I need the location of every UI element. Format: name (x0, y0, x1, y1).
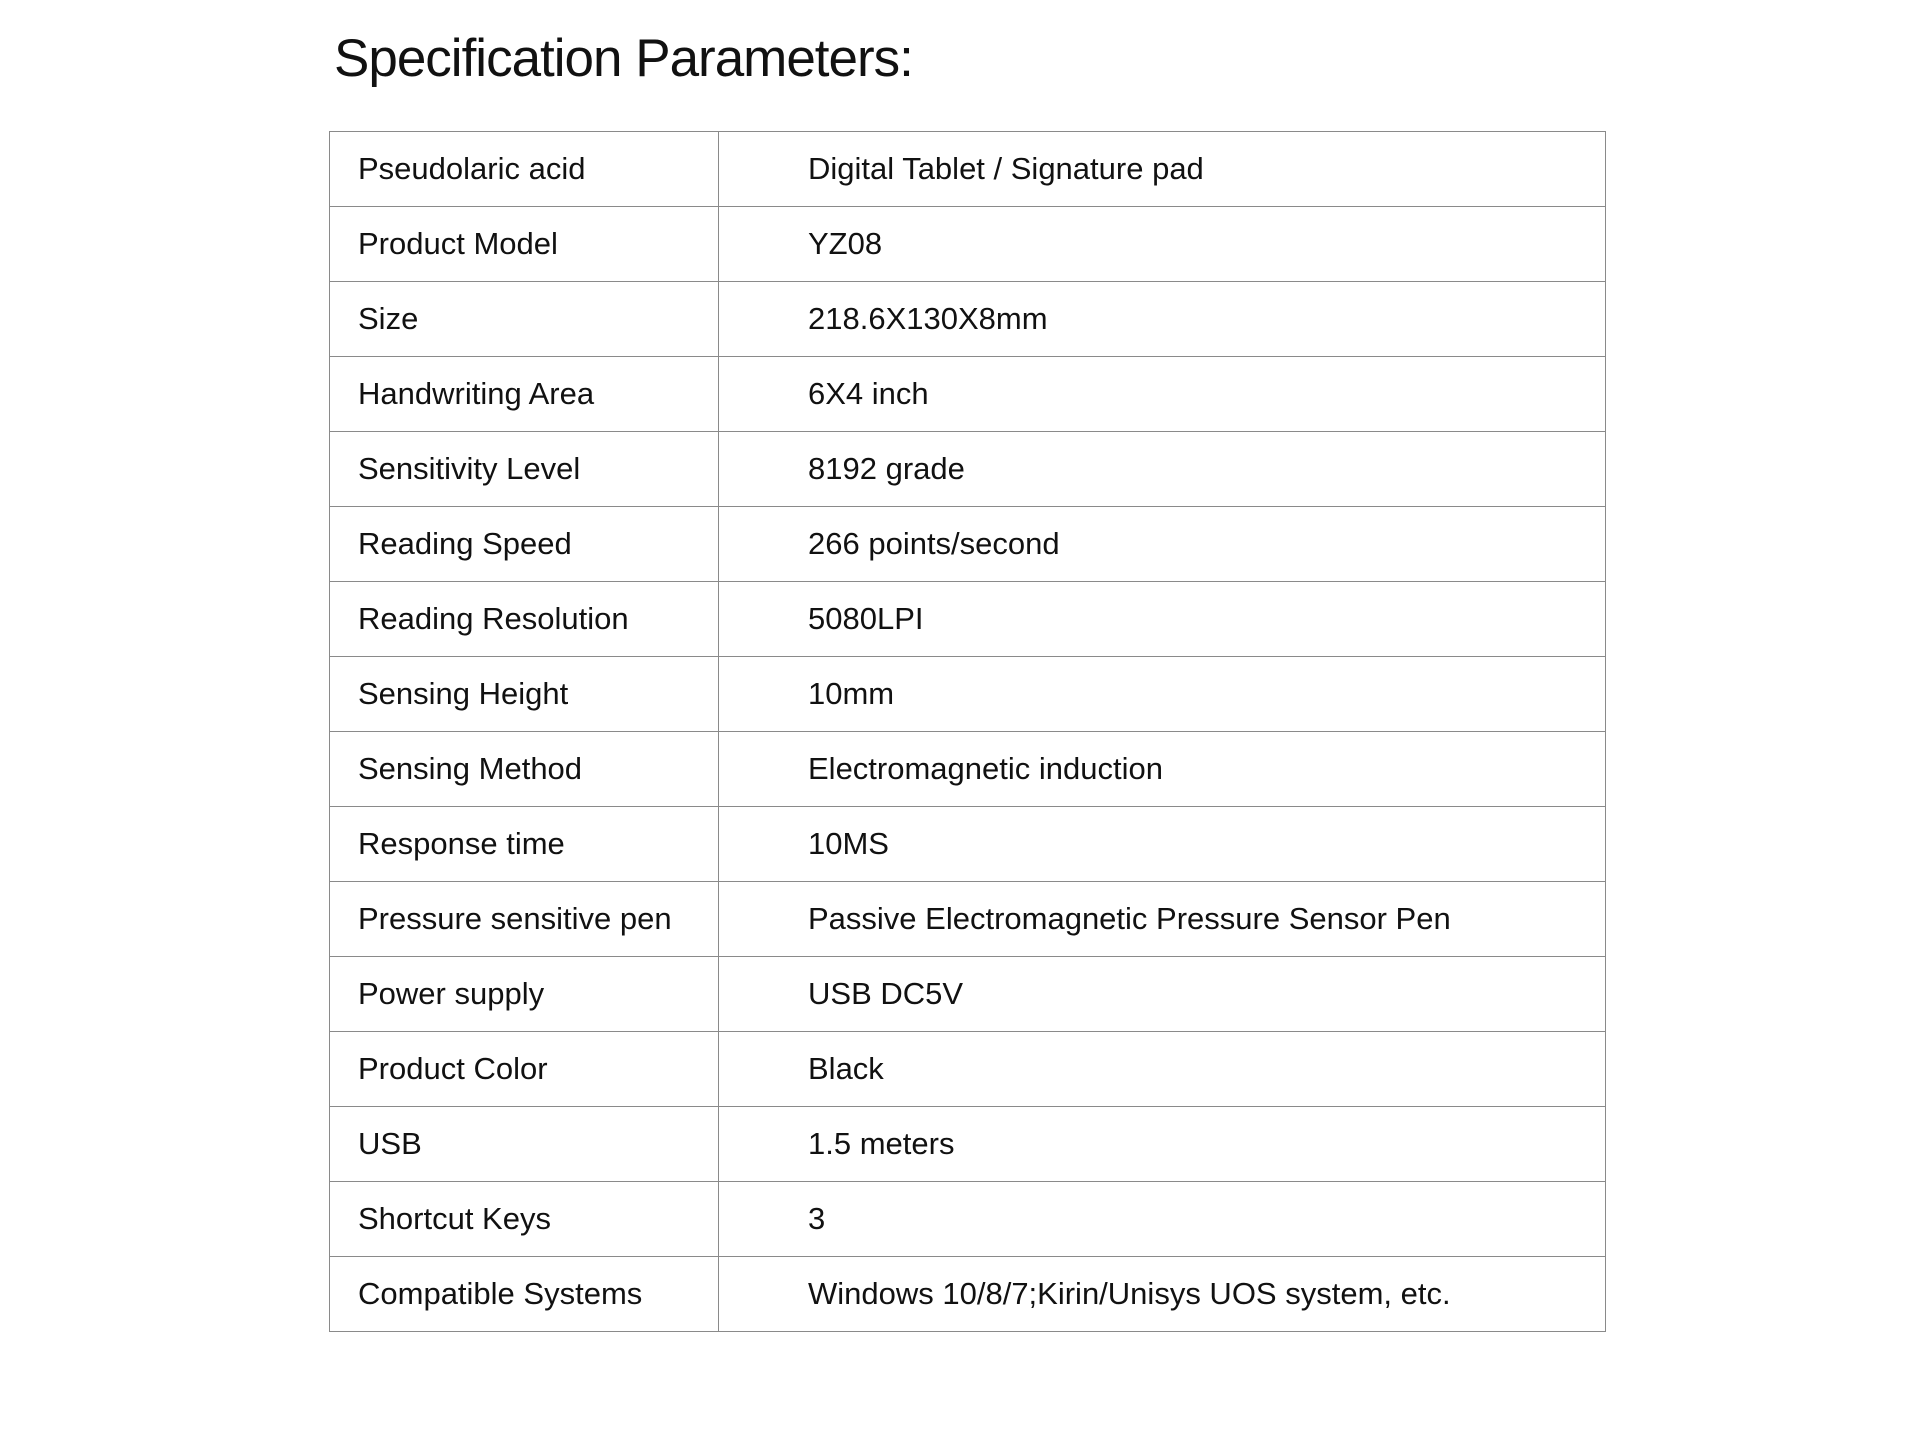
table-row (330, 1032, 1606, 1107)
table-row (330, 282, 1606, 357)
spec-value: 5080LPI (719, 582, 1606, 657)
spec-label: Response time (330, 807, 719, 882)
table-row (330, 132, 1606, 207)
spec-label: Compatible Systems (330, 1257, 719, 1332)
spec-label: Size (330, 282, 719, 357)
table-row (330, 507, 1606, 582)
page-title: Specification Parameters: (334, 29, 913, 88)
spec-value: Electromagnetic induction (719, 732, 1606, 807)
table-row (330, 1257, 1606, 1332)
spec-value: Windows 10/8/7;Kirin/Unisys UOS system, etc. (719, 1257, 1606, 1332)
table-row (330, 1107, 1606, 1182)
spec-label: Pressure sensitive pen (330, 882, 719, 957)
spec-value: 8192 grade (719, 432, 1606, 507)
spec-label: Sensing Height (330, 657, 719, 732)
table-row (330, 807, 1606, 882)
table-row (330, 582, 1606, 657)
spec-value: 266 points/second (719, 507, 1606, 582)
spec-value: 1.5 meters (719, 1107, 1606, 1182)
spec-label: Reading Speed (330, 507, 719, 582)
spec-table (329, 131, 1606, 1332)
spec-label: Power supply (330, 957, 719, 1032)
spec-value: 10MS (719, 807, 1606, 882)
spec-value: USB DC5V (719, 957, 1606, 1032)
spec-value: Black (719, 1032, 1606, 1107)
spec-value: 3 (719, 1182, 1606, 1257)
spec-label: Reading Resolution (330, 582, 719, 657)
table-row (330, 1182, 1606, 1257)
table-row (330, 732, 1606, 807)
table-row (330, 357, 1606, 432)
spec-value: 10mm (719, 657, 1606, 732)
table-row (330, 432, 1606, 507)
table-row (330, 207, 1606, 282)
spec-label: Shortcut Keys (330, 1182, 719, 1257)
spec-value: YZ08 (719, 207, 1606, 282)
spec-value: 218.6X130X8mm (719, 282, 1606, 357)
spec-label: Handwriting Area (330, 357, 719, 432)
table-row (330, 882, 1606, 957)
table-row (330, 957, 1606, 1032)
spec-label: Product Model (330, 207, 719, 282)
spec-label: Product Color (330, 1032, 719, 1107)
spec-label: Sensing Method (330, 732, 719, 807)
table-row (330, 657, 1606, 732)
spec-label: USB (330, 1107, 719, 1182)
spec-label: Pseudolaric acid (330, 132, 719, 207)
spec-label: Sensitivity Level (330, 432, 719, 507)
spec-value: Passive Electromagnetic Pressure Sensor Pen (719, 882, 1606, 957)
spec-value: 6X4 inch (719, 357, 1606, 432)
spec-value: Digital Tablet / Signature pad (719, 132, 1606, 207)
